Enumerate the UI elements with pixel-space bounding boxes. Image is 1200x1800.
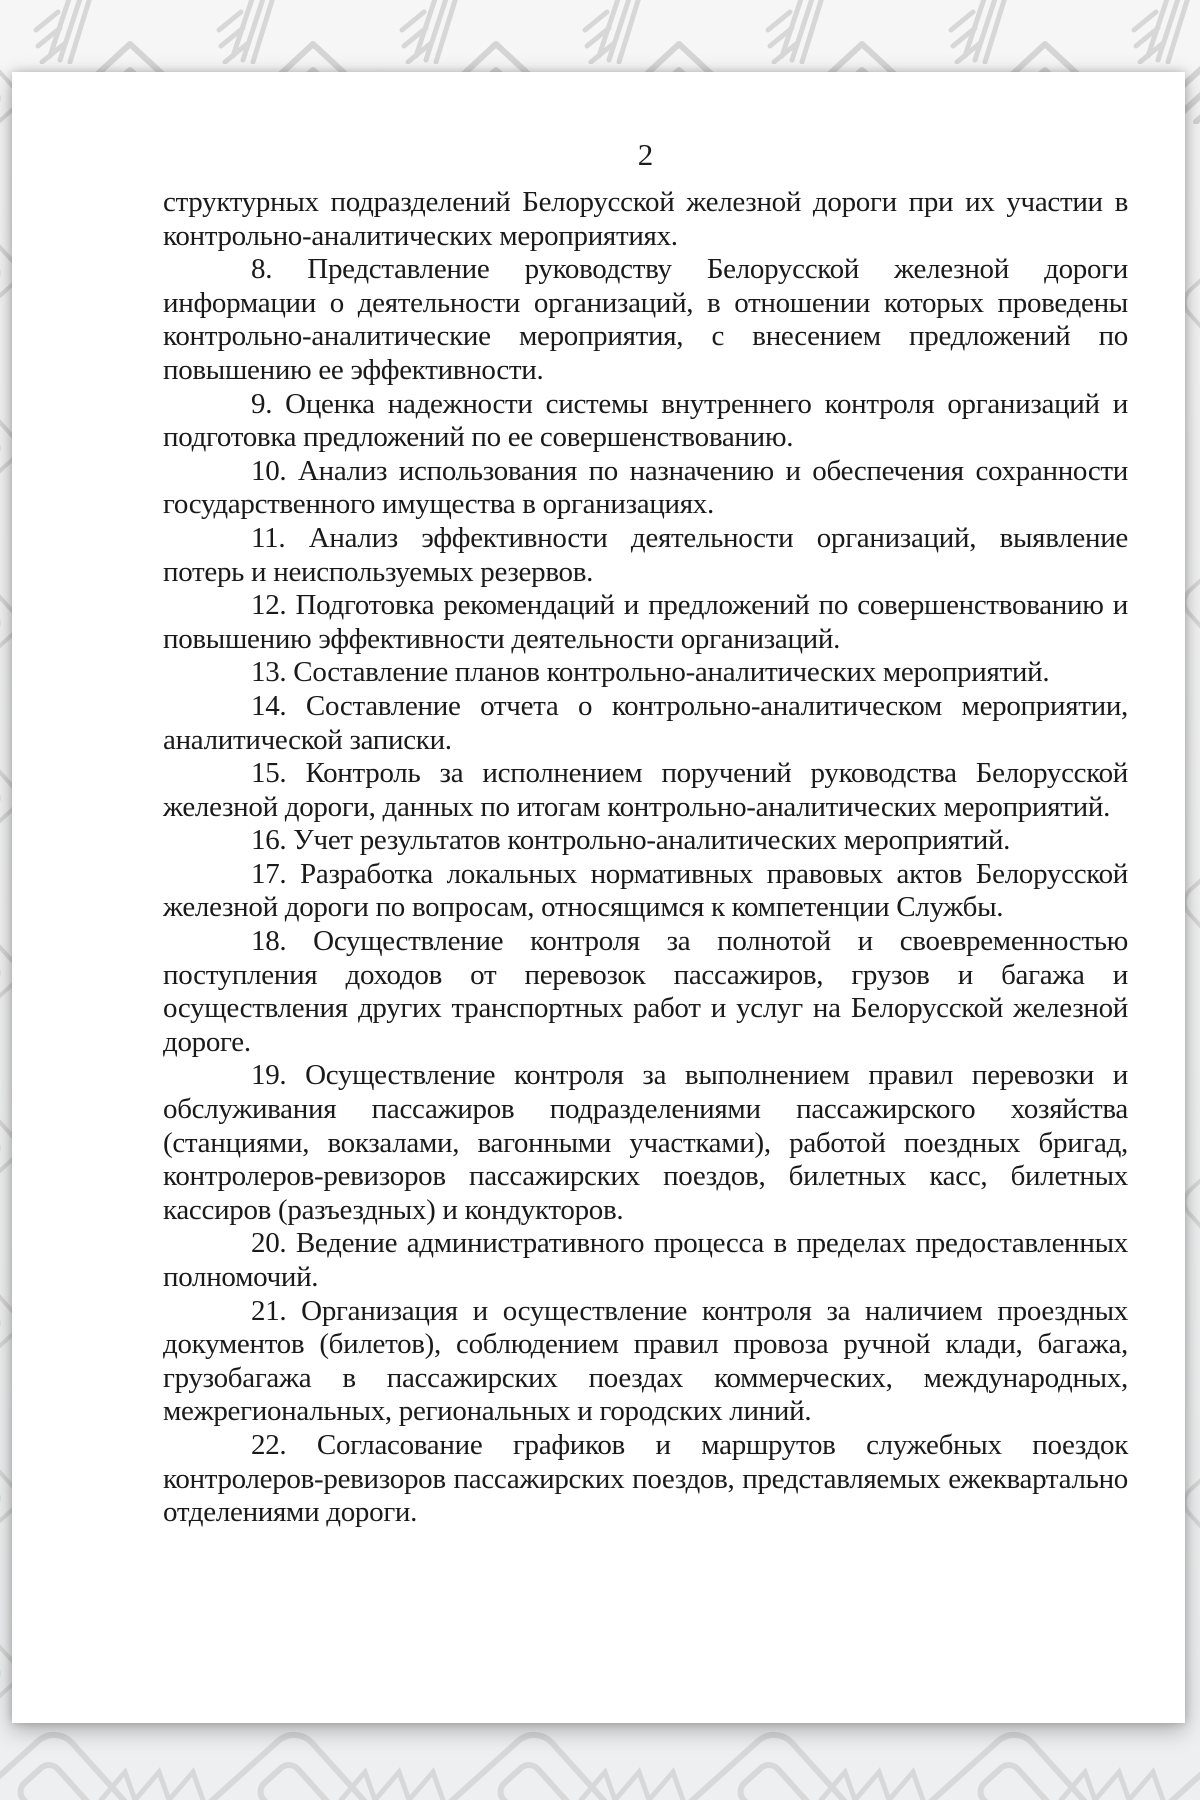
bottom-edge-doodles	[0, 1725, 1200, 1800]
document-body	[163, 186, 1128, 1530]
hatch-doodle-icon	[402, 0, 462, 62]
paragraph-item-16: 16. Учет результатов контрольно-аналитических мероприятий.	[251, 824, 1011, 857]
paragraph-item-10: 10. Анализ использования по назначению и обеспечения сохранности государственного имущества в организациях.	[163, 454, 1128, 521]
hatch-doodle-icon	[768, 0, 828, 62]
paragraph-item-14: 14. Составление отчета о контрольно-аналитическом мероприятии, аналитической записки.	[163, 689, 1128, 756]
hatch-doodle-icon	[585, 0, 645, 62]
paragraph-item-21: 21. Организация и осуществление контроля за наличием проездных документов (билетов), соблюдением правил провоза ручной клади, багажа, грузобагажа в пассажирских поездах коммерческих, международных, межрегиональных, региональных и городских линий.	[163, 1294, 1128, 1428]
paragraph-item-19: 19. Осуществление контроля за выполнением правил перевозки и обслуживания пассажиров подразделениями пассажирского хозяйства (станциями, вокзалами, вагонными участками), работой поездных бригад, контролеров-ревизоров пассажирских поездов, билетных касс, билетных кассиров (разъездных) и кондукторов.	[163, 1059, 1128, 1226]
hatch-doodle-icon	[951, 0, 1011, 62]
paragraph-item-17: 17. Разработка локальных нормативных правовых актов Белорусской железной дороги по вопросам, относящимся к компетенции Службы.	[163, 857, 1128, 924]
page-number: 2	[637, 137, 654, 172]
hatch-doodle-icon	[219, 0, 279, 62]
paragraph-item-20: 20. Ведение административного процесса в пределах предоставленных полномочий.	[163, 1227, 1128, 1293]
paragraph-item-8: 8. Представление руководству Белорусской железной дороги информации о деятельности организаций, в отношении которых проведены контрольно-аналитические мероприятия, с внесением предложений по повышению ее эффективности.	[163, 253, 1128, 386]
text-column	[12, 72, 1185, 1530]
hatch-doodle-icon	[1134, 0, 1194, 62]
paragraph-item-22: 22. Согласование графиков и маршрутов служебных поездок контролеров-ревизоров пассажирских поездов, представляемых ежеквартально отделениями дороги.	[163, 1428, 1128, 1529]
hatch-doodle-icon	[36, 0, 96, 62]
document-page	[12, 72, 1185, 1723]
paragraph-item-12: 12. Подготовка рекомендаций и предложений по совершенствованию и повышению эффективности деятельности организаций.	[163, 589, 1128, 655]
paragraph-item-15: 15. Контроль за исполнением поручений руководства Белорусской железной дороги, данных по итогам контрольно-аналитических мероприятий.	[163, 757, 1128, 823]
paragraph-item-18: 18. Осуществление контроля за полнотой и своевременностью поступления доходов от перевозок пассажиров, грузов и багажа и осуществления других транспортных работ и услуг на Белорусской железной дороге.	[163, 925, 1128, 1058]
paragraph-continuation: структурных подразделений Белорусской железной дороги при их участии в контрольно-аналитических мероприятиях.	[163, 186, 1128, 252]
floppy-doodle-icon	[0, 1725, 163, 1800]
floppy-doodle-icon	[1137, 1725, 1200, 1800]
paragraph-item-11: 11. Анализ эффективности деятельности организаций, выявление потерь и неиспользуемых резервов.	[163, 521, 1128, 588]
paragraph-item-13: 13. Составление планов контрольно-аналитических мероприятий.	[251, 656, 1050, 689]
paragraph-item-9: 9. Оценка надежности системы внутреннего контроля организаций и подготовка предложений по ее совершенствованию.	[163, 387, 1128, 454]
